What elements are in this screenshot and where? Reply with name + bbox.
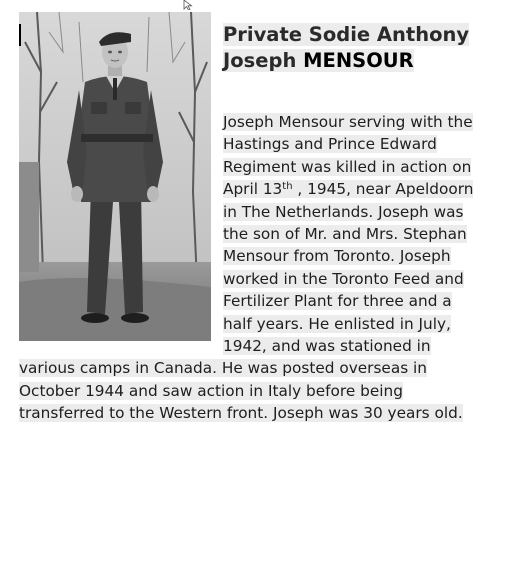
document-title	[19, 22, 494, 74]
text-cursor	[19, 24, 21, 46]
body-line: various camps in Canada. He was posted overseas in	[19, 359, 427, 378]
body-line: Mensour from Toronto. Joseph	[223, 247, 451, 266]
document-page	[19, 12, 494, 425]
title-line-2-given: Joseph	[223, 49, 304, 72]
ordinal-suffix: th	[282, 181, 293, 193]
body-line: the son of Mr. and Mrs. Stephan	[223, 225, 467, 244]
body-line: half years. He enlisted in July,	[223, 314, 451, 333]
body-line: Regiment was killed in action on	[223, 157, 472, 176]
body-line: Joseph Mensour serving with the	[223, 113, 473, 131]
body-line: transferred to the Western front. Joseph was 30 years old.	[19, 404, 463, 423]
mouse-pointer-icon	[183, 0, 197, 10]
body-line: Fertilizer Plant for three and a	[223, 292, 452, 311]
body-line: Hastings and Prince Edward	[223, 135, 437, 154]
body-line: October 1944 and saw action in Italy before being	[19, 381, 403, 400]
title-line-2-surname: MENSOUR	[303, 49, 414, 72]
body-line: April 13th , 1945, near Apeldoorn	[223, 180, 474, 199]
body-line: 1942, and was stationed in	[223, 337, 431, 356]
body-line: in The Netherlands. Joseph was	[223, 202, 464, 221]
body-line: worked in the Toronto Feed and	[223, 269, 464, 288]
title-line-1: Private Sodie Anthony	[223, 23, 470, 46]
